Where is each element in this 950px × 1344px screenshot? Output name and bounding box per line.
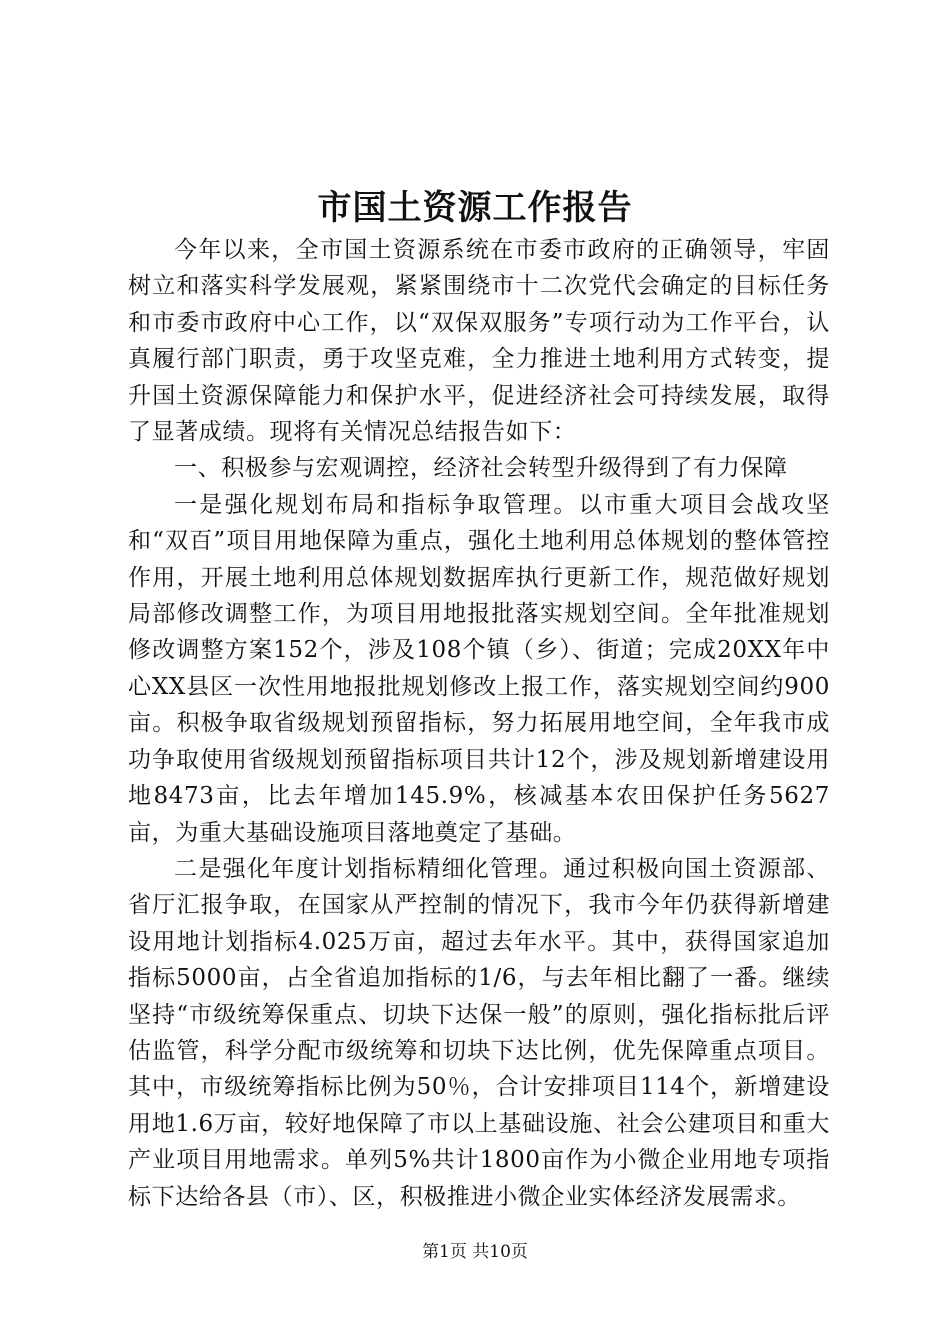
paragraph-planning: 一是强化规划布局和指标争取管理。以市重大项目会战攻坚和“双百”项目用地保障为重点，强化土地利用总体规划的整体管控作用，开展土地利用总体规划数据库执行更新工作，规范做好规划局部修改调整工作，为项目用地报批落实规划空间。全年批准规划修改调整方案152个，涉及108个镇（乡）、街道；完成20XX年中心XX县区一次性用地报批规划修改上报工作，落实规划空间约900亩。积极争取省级规划预留指标，努力拓展用地空间，全年我市成功争取使用省级规划预留指标项目共计12个，涉及规划新增建设用地8473亩，比去年增加145.9%，核减基本农田保护任务5627亩，为重大基础设施项目落地奠定了基础。 <box>128 491 830 846</box>
page-number-footer: 第1页 共10页 <box>422 1242 528 1262</box>
document-body <box>128 232 830 1215</box>
section-heading: 一、积极参与宏观调控，经济社会转型升级得到了有力保障 <box>174 455 788 482</box>
document-title: 市国土资源工作报告 <box>317 188 633 228</box>
paragraph-annual-plan: 二是强化年度计划指标精细化管理。通过积极向国土资源部、省厅汇报争取，在国家从严控制的情况下，我市今年仍获得新增建设用地计划指标4.025万亩，超过去年水平。其中，获得国家追加指标5000亩，占全省追加指标的1/6，与去年相比翻了一番。继续坚持“市级统筹保重点、切块下达保一般”的原则，强化指标批后评估监管，科学分配市级统筹和切块下达比例，优先保障重点项目。其中，市级统筹指标比例为50％，合计安排项目114个，新增建设用地1.6万亩，较好地保障了市以上基础设施、社会公建项目和重大产业项目用地需求。单列5%共计1800亩作为小微企业用地专项指标下达给各县（市）、区，积极推进小微企业实体经济发展需求。 <box>128 855 830 1210</box>
paragraph-intro: 今年以来，全市国土资源系统在市委市政府的正确领导，牢固树立和落实科学发展观，紧紧围绕市十二次党代会确定的目标任务和市委市政府中心工作，以“双保双服务”专项行动为工作平台，认真履行部门职责，勇于攻坚克难，全力推进土地利用方式转变，提升国土资源保障能力和保护水平，促进经济社会可持续发展，取得了显著成绩。现将有关情况总结报告如下： <box>128 237 830 446</box>
